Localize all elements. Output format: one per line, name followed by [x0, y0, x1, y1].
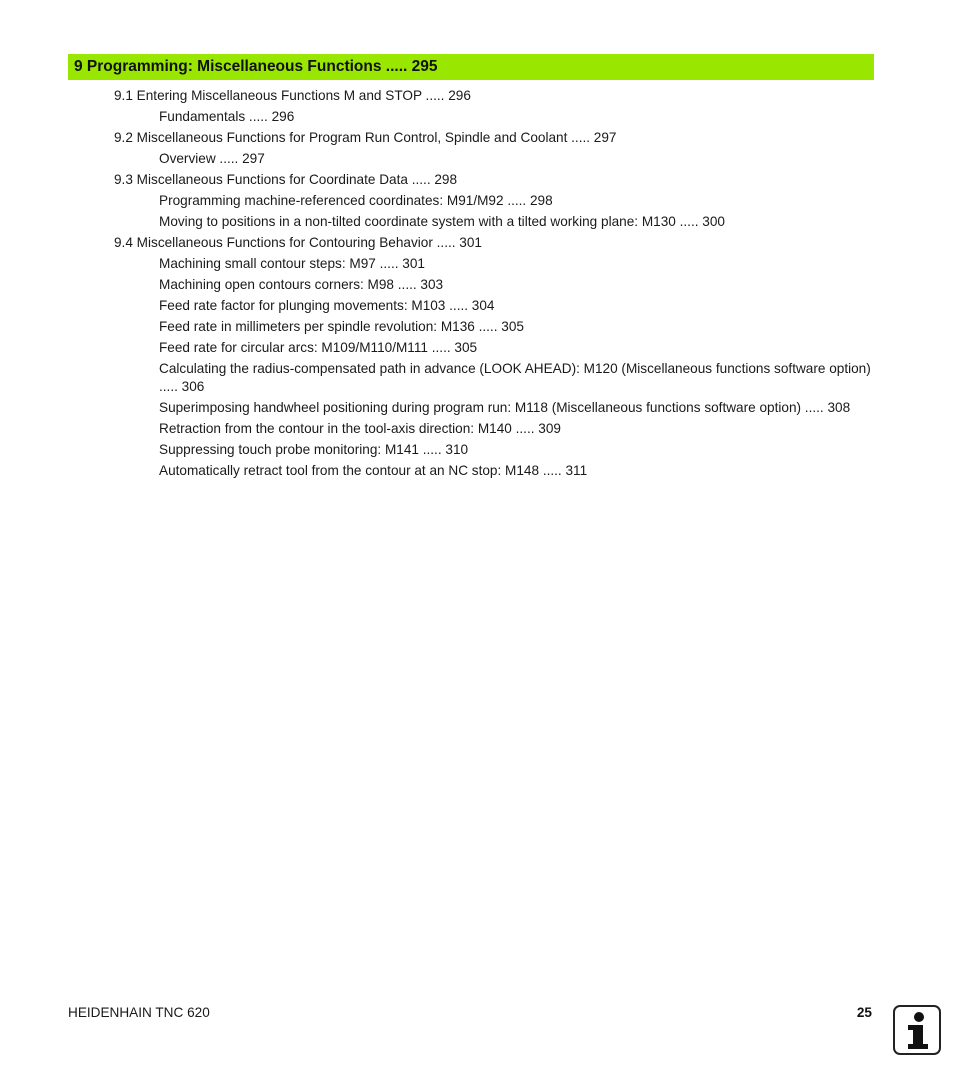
- toc-item-m148[interactable]: Automatically retract tool from the contour at an NC stop: M148 ..... 311: [159, 462, 588, 478]
- toc-item-m118[interactable]: Superimposing handwheel positioning during program run: M118 (Miscellaneous functions software option) ..... 308: [159, 399, 851, 415]
- toc-item-m140[interactable]: Retraction from the contour in the tool-axis direction: M140 ..... 309: [159, 420, 561, 436]
- footer-document-title: HEIDENHAIN TNC 620: [68, 1005, 210, 1020]
- toc-item-m136[interactable]: Feed rate in millimeters per spindle revolution: M136 ..... 305: [159, 318, 524, 334]
- toc-item-m120[interactable]: Calculating the radius-compensated path in advance (LOOK AHEAD): M120 (Miscellaneous functions software option) ..... 306: [159, 360, 871, 394]
- chapter-title[interactable]: 9 Programming: Miscellaneous Functions ..... 295: [74, 58, 438, 75]
- toc-item-fundamentals[interactable]: Fundamentals ..... 296: [159, 108, 295, 124]
- toc-item-m91-m92[interactable]: Programming machine-referenced coordinates: M91/M92 ..... 298: [159, 192, 553, 208]
- table-of-contents: [0, 85, 954, 481]
- toc-item-m109-m110-m111[interactable]: Feed rate for circular arcs: M109/M110/M111 ..... 305: [159, 339, 478, 355]
- toc-item-m141[interactable]: Suppressing touch probe monitoring: M141 ..... 310: [159, 441, 469, 457]
- toc-item-m103[interactable]: Feed rate factor for plunging movements: M103 ..... 304: [159, 297, 495, 313]
- info-icon: [893, 1005, 941, 1055]
- info-icon-glyph: [895, 1007, 939, 1053]
- toc-section-9-1[interactable]: 9.1 Entering Miscellaneous Functions M and STOP ..... 296: [114, 87, 471, 103]
- toc-item-m98[interactable]: Machining open contours corners: M98 ..... 303: [159, 276, 444, 292]
- footer-page-number: 25: [856, 1005, 872, 1020]
- toc-section-9-2[interactable]: 9.2 Miscellaneous Functions for Program Run Control, Spindle and Coolant ..... 297: [114, 129, 617, 145]
- toc-item-overview[interactable]: Overview ..... 297: [159, 150, 265, 166]
- toc-item-m130[interactable]: Moving to positions in a non-tilted coordinate system with a tilted working plane: M130 ..... 300: [159, 213, 725, 229]
- toc-section-9-3[interactable]: 9.3 Miscellaneous Functions for Coordinate Data ..... 298: [114, 171, 458, 187]
- toc-section-9-4[interactable]: 9.4 Miscellaneous Functions for Contouring Behavior ..... 301: [114, 234, 482, 250]
- toc-item-m97[interactable]: Machining small contour steps: M97 ..... 301: [159, 255, 425, 271]
- chapter-header-bar: [68, 54, 874, 80]
